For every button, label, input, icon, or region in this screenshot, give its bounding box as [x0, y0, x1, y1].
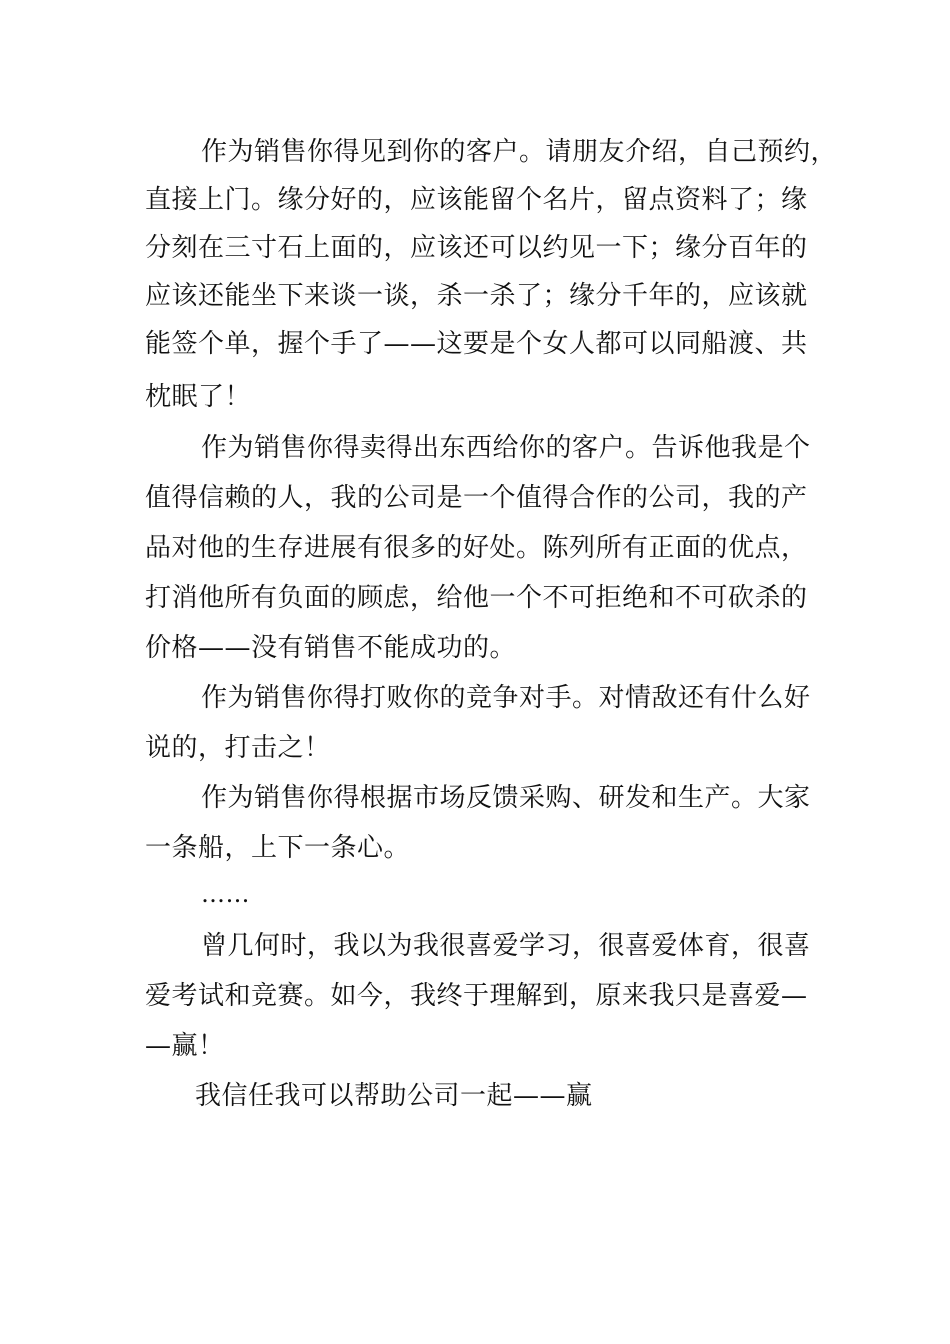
paragraph-2-line-3: 品对他的生存进展有很多的好处。陈列所有正面的优点，: [145, 533, 808, 563]
ellipsis-line: ……: [201, 880, 250, 908]
paragraph-4-line-2: 一条船，上下一条心。: [145, 833, 411, 863]
paragraph-3-line-1: 作为销售你得打败你的竞争对手。对情敌还有什么好: [201, 683, 811, 713]
paragraph-5-line-1: 曾几何时，我以为我很喜爱学习，很喜爱体育，很喜: [201, 931, 811, 961]
paragraph-3-line-2: 说的，打击之！: [145, 733, 331, 763]
paragraph-1-line-2: 直接上门。缘分好的，应该能留个名片，留点资料了；缘: [145, 185, 808, 215]
paragraph-2-line-2: 值得信赖的人，我的公司是一个值得合作的公司，我的产: [145, 483, 808, 513]
paragraph-5-line-2: 爱考试和竞赛。如今，我终于理解到，原来我只是喜爱—: [145, 981, 808, 1011]
paragraph-2-line-4: 打消他所有负面的顾虑，给他一个不可拒绝和不可砍杀的: [145, 583, 808, 613]
paragraph-5-line-3: —赢！: [145, 1031, 225, 1061]
paragraph-2-line-1: 作为销售你得卖得出东西给你的客户。告诉他我是个: [201, 433, 811, 463]
paragraph-1-line-1: 作为销售你得见到你的客户。请朋友介绍，自己预约，: [201, 137, 838, 167]
paragraph-1-line-4: 应该还能坐下来谈一谈，杀一杀了；缘分千年的，应该就: [145, 281, 808, 311]
closing-line: 我信任我可以帮助公司一起——赢: [195, 1081, 593, 1111]
paragraph-1-line-6: 枕眠了！: [145, 382, 252, 412]
paragraph-2-line-5: 价格——没有销售不能成功的。: [145, 633, 517, 663]
paragraph-1-line-3: 分刻在三寸石上面的，应该还可以约见一下；缘分百年的: [145, 233, 808, 263]
paragraph-4-line-1: 作为销售你得根据市场反馈采购、研发和生产。大家: [201, 783, 811, 813]
paragraph-1-line-5: 能签个单，握个手了——这要是个女人都可以同船渡、共: [145, 329, 808, 359]
